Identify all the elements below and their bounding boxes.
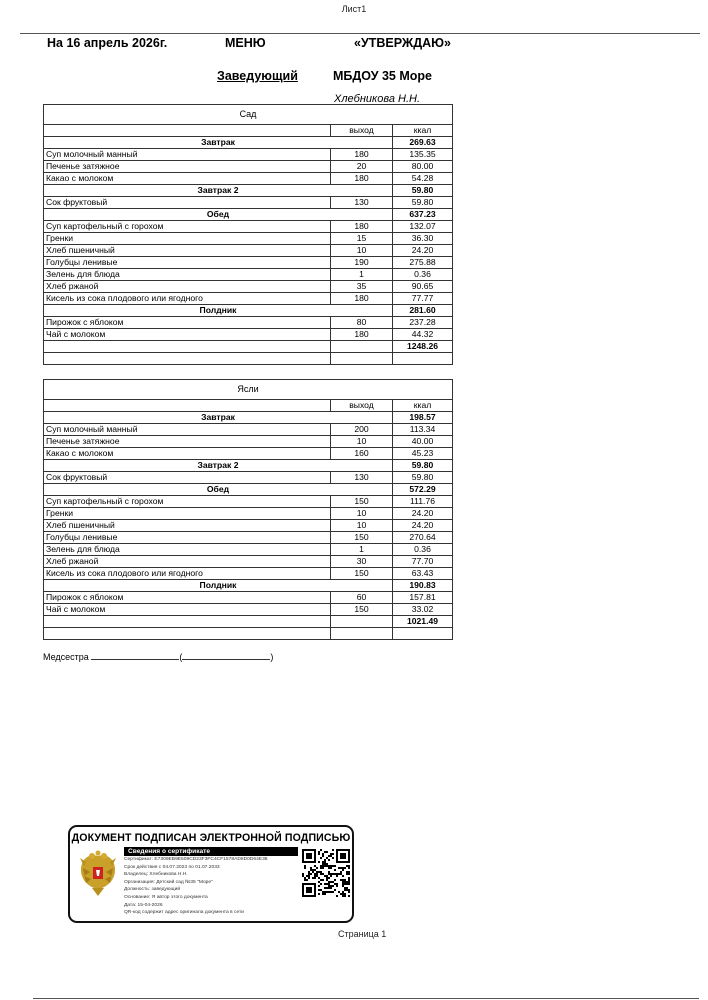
paren-open: ( [179, 652, 183, 662]
dish-name: Чай с молоком [44, 329, 331, 341]
table-row [44, 604, 453, 616]
dish-kcal: 59.80 [393, 197, 453, 209]
dish-yield: 15 [331, 233, 393, 245]
dish-name: Голубцы ленивые [44, 257, 331, 269]
table-row [44, 508, 453, 520]
basis-line: Основание: Я автор этого документа [124, 894, 208, 900]
dish-name: Хлеб ржаной [44, 281, 331, 293]
dish-kcal: 111.76 [393, 496, 453, 508]
section-name: Полдник [44, 305, 393, 317]
dish-yield: 150 [331, 532, 393, 544]
section-row [44, 484, 453, 496]
empty-cell [331, 341, 393, 353]
menu-table-yasli [43, 379, 453, 640]
dish-yield: 200 [331, 424, 393, 436]
empty-cell [393, 628, 453, 640]
dish-kcal: 54.28 [393, 173, 453, 185]
dish-name: Кисель из сока плодового или ягодного [44, 568, 331, 580]
table-row [44, 221, 453, 233]
table-title-row [44, 380, 453, 400]
table-row [44, 532, 453, 544]
dish-yield: 20 [331, 161, 393, 173]
header-kcal: ккал [393, 400, 453, 412]
section-name: Завтрак 2 [44, 185, 393, 197]
nurse-label: Медсестра [43, 652, 89, 662]
paren-close: ) [270, 652, 274, 662]
dish-yield: 130 [331, 472, 393, 484]
dish-name: Голубцы ленивые [44, 532, 331, 544]
dish-kcal: 90.65 [393, 281, 453, 293]
header-kcal: ккал [393, 125, 453, 137]
position-line: Должность: заведующий [124, 887, 181, 893]
dish-yield: 10 [331, 520, 393, 532]
validity-line: Срок действия с 04.07.2023 по 01.07.2033 [124, 864, 220, 870]
table-row [44, 233, 453, 245]
dish-name: Печенье затяжное [44, 161, 331, 173]
dish-yield: 60 [331, 592, 393, 604]
empty-cell [44, 628, 331, 640]
dish-name: Суп молочный манный [44, 149, 331, 161]
dish-yield: 10 [331, 436, 393, 448]
empty-cell [331, 616, 393, 628]
table-title: Ясли [44, 380, 453, 400]
table-row [44, 472, 453, 484]
section-name: Обед [44, 484, 393, 496]
dish-yield: 160 [331, 448, 393, 460]
dish-name: Гренки [44, 233, 331, 245]
dish-yield: 130 [331, 197, 393, 209]
section-name: Завтрак [44, 412, 393, 424]
table-header-row [44, 125, 453, 137]
dish-yield: 180 [331, 221, 393, 233]
dish-kcal: 270.64 [393, 532, 453, 544]
section-name: Завтрак [44, 137, 393, 149]
table-row [44, 197, 453, 209]
section-row [44, 580, 453, 592]
dish-kcal: 275.88 [393, 257, 453, 269]
table-row [44, 245, 453, 257]
sheet-name: Лист1 [341, 4, 367, 14]
menu-title: МЕНЮ [225, 36, 266, 50]
section-row [44, 305, 453, 317]
section-total: 59.80 [393, 185, 453, 197]
header-yield: выход [331, 400, 393, 412]
table-header-row [44, 400, 453, 412]
grand-total: 1021.49 [393, 616, 453, 628]
dish-kcal: 36.30 [393, 233, 453, 245]
organization-line: Организация: Детский сад №35 "Море" [124, 879, 213, 885]
dish-kcal: 24.20 [393, 245, 453, 257]
header-yield: выход [331, 125, 393, 137]
dish-yield: 180 [331, 173, 393, 185]
menu-table-sad [43, 104, 453, 365]
dish-kcal: 135.35 [393, 149, 453, 161]
top-divider [20, 33, 700, 34]
dish-name: Какао с молоком [44, 173, 331, 185]
dish-yield: 180 [331, 329, 393, 341]
grand-total-row [44, 341, 453, 353]
dish-yield: 1 [331, 269, 393, 281]
section-row [44, 460, 453, 472]
section-name: Завтрак 2 [44, 460, 393, 472]
dish-yield: 150 [331, 568, 393, 580]
empty-cell [331, 353, 393, 365]
table-row [44, 424, 453, 436]
table-row [44, 520, 453, 532]
nurse-signature-line [43, 651, 273, 662]
table-row [44, 173, 453, 185]
e-signature-stamp [68, 825, 354, 923]
table-row [44, 544, 453, 556]
dish-name: Суп молочный манный [44, 424, 331, 436]
dish-name: Хлеб пшеничный [44, 520, 331, 532]
table-row [44, 317, 453, 329]
table-title-row [44, 105, 453, 125]
table-row [44, 281, 453, 293]
section-total: 572.29 [393, 484, 453, 496]
stamp-title: ДОКУМЕНТ ПОДПИСАН ЭЛЕКТРОННОЙ ПОДПИСЬЮ [71, 832, 351, 844]
header-name-cell [44, 125, 331, 137]
empty-cell [331, 628, 393, 640]
certificate-info [124, 847, 298, 917]
dish-yield: 10 [331, 245, 393, 257]
dish-name: Зелень для блюда [44, 269, 331, 281]
date-line: Дата: 15-04-2026 [124, 902, 163, 908]
dish-yield: 30 [331, 556, 393, 568]
dish-kcal: 45.23 [393, 448, 453, 460]
dish-name: Сок фруктовый [44, 197, 331, 209]
table-row [44, 257, 453, 269]
dish-kcal: 80.00 [393, 161, 453, 173]
section-name: Полдник [44, 580, 393, 592]
dish-kcal: 77.70 [393, 556, 453, 568]
table-row [44, 496, 453, 508]
empty-row [44, 353, 453, 365]
table-row [44, 448, 453, 460]
dish-kcal: 237.28 [393, 317, 453, 329]
table-title: Сад [44, 105, 453, 125]
dish-name: Хлеб ржаной [44, 556, 331, 568]
dish-name: Печенье затяжное [44, 436, 331, 448]
empty-row [44, 628, 453, 640]
section-total: 198.57 [393, 412, 453, 424]
bottom-divider [33, 998, 699, 999]
nurse-signature-blank [91, 651, 179, 660]
dish-kcal: 63.43 [393, 568, 453, 580]
dish-name: Суп картофельный с горохом [44, 496, 331, 508]
position-label: Заведующий [217, 69, 298, 83]
table-row [44, 269, 453, 281]
dish-kcal: 113.34 [393, 424, 453, 436]
dish-yield: 150 [331, 496, 393, 508]
section-total: 637.23 [393, 209, 453, 221]
table-row [44, 329, 453, 341]
dish-kcal: 157.81 [393, 592, 453, 604]
dish-yield: 35 [331, 281, 393, 293]
table-row [44, 568, 453, 580]
dish-yield: 10 [331, 508, 393, 520]
section-name: Обед [44, 209, 393, 221]
section-row [44, 412, 453, 424]
table-row [44, 149, 453, 161]
dish-yield: 180 [331, 293, 393, 305]
empty-cell [393, 353, 453, 365]
section-total: 190.83 [393, 580, 453, 592]
approver-name: Хлебникова Н.Н. [334, 93, 421, 105]
organization-name: МБДОУ 35 Море [333, 69, 432, 83]
nurse-name-blank [182, 651, 270, 660]
dish-name: Пирожок с яблоком [44, 317, 331, 329]
section-row [44, 185, 453, 197]
dish-yield: 80 [331, 317, 393, 329]
table-row [44, 436, 453, 448]
dish-yield: 180 [331, 149, 393, 161]
empty-cell [44, 341, 331, 353]
dish-kcal: 24.20 [393, 508, 453, 520]
dish-name: Хлеб пшеничный [44, 245, 331, 257]
dish-kcal: 59.80 [393, 472, 453, 484]
dish-name: Сок фруктовый [44, 472, 331, 484]
header-name-cell [44, 400, 331, 412]
dish-kcal: 0.36 [393, 269, 453, 281]
dish-name: Суп картофельный с горохом [44, 221, 331, 233]
empty-cell [44, 616, 331, 628]
table-row [44, 556, 453, 568]
certificate-line: Сертификат: E7309EB9E509CD23F3FC4CF1578AD8D0D64E38 [124, 857, 268, 862]
coat-of-arms-icon [78, 850, 118, 898]
dish-kcal: 24.20 [393, 520, 453, 532]
table-row [44, 592, 453, 604]
section-total: 59.80 [393, 460, 453, 472]
page-number: Страница 1 [338, 929, 387, 939]
dish-name: Гренки [44, 508, 331, 520]
owner-line: Владелец: Хлебникова Н.Н. [124, 872, 188, 878]
section-total: 281.60 [393, 305, 453, 317]
dish-yield: 1 [331, 544, 393, 556]
menu-date: На 16 апрель 2026г. [47, 36, 168, 50]
qr-code-icon [302, 849, 350, 897]
certificate-info-header: Сведения о сертификате [124, 847, 298, 856]
qr-note-line: QR-код содержит адрес оригинала документа в сети [124, 910, 244, 916]
grand-total: 1248.26 [393, 341, 453, 353]
dish-name: Чай с молоком [44, 604, 331, 616]
section-total: 269.63 [393, 137, 453, 149]
grand-total-row [44, 616, 453, 628]
table-row [44, 293, 453, 305]
dish-name: Кисель из сока плодового или ягодного [44, 293, 331, 305]
dish-kcal: 0.36 [393, 544, 453, 556]
dish-kcal: 77.77 [393, 293, 453, 305]
approve-label: «УТВЕРЖДАЮ» [354, 36, 451, 50]
table-row [44, 161, 453, 173]
dish-kcal: 33.02 [393, 604, 453, 616]
dish-kcal: 40.00 [393, 436, 453, 448]
dish-name: Зелень для блюда [44, 544, 331, 556]
dish-yield: 150 [331, 604, 393, 616]
section-row [44, 137, 453, 149]
dish-name: Какао с молоком [44, 448, 331, 460]
dish-kcal: 44.32 [393, 329, 453, 341]
dish-name: Пирожок с яблоком [44, 592, 331, 604]
dish-yield: 190 [331, 257, 393, 269]
dish-kcal: 132.07 [393, 221, 453, 233]
empty-cell [44, 353, 331, 365]
section-row [44, 209, 453, 221]
